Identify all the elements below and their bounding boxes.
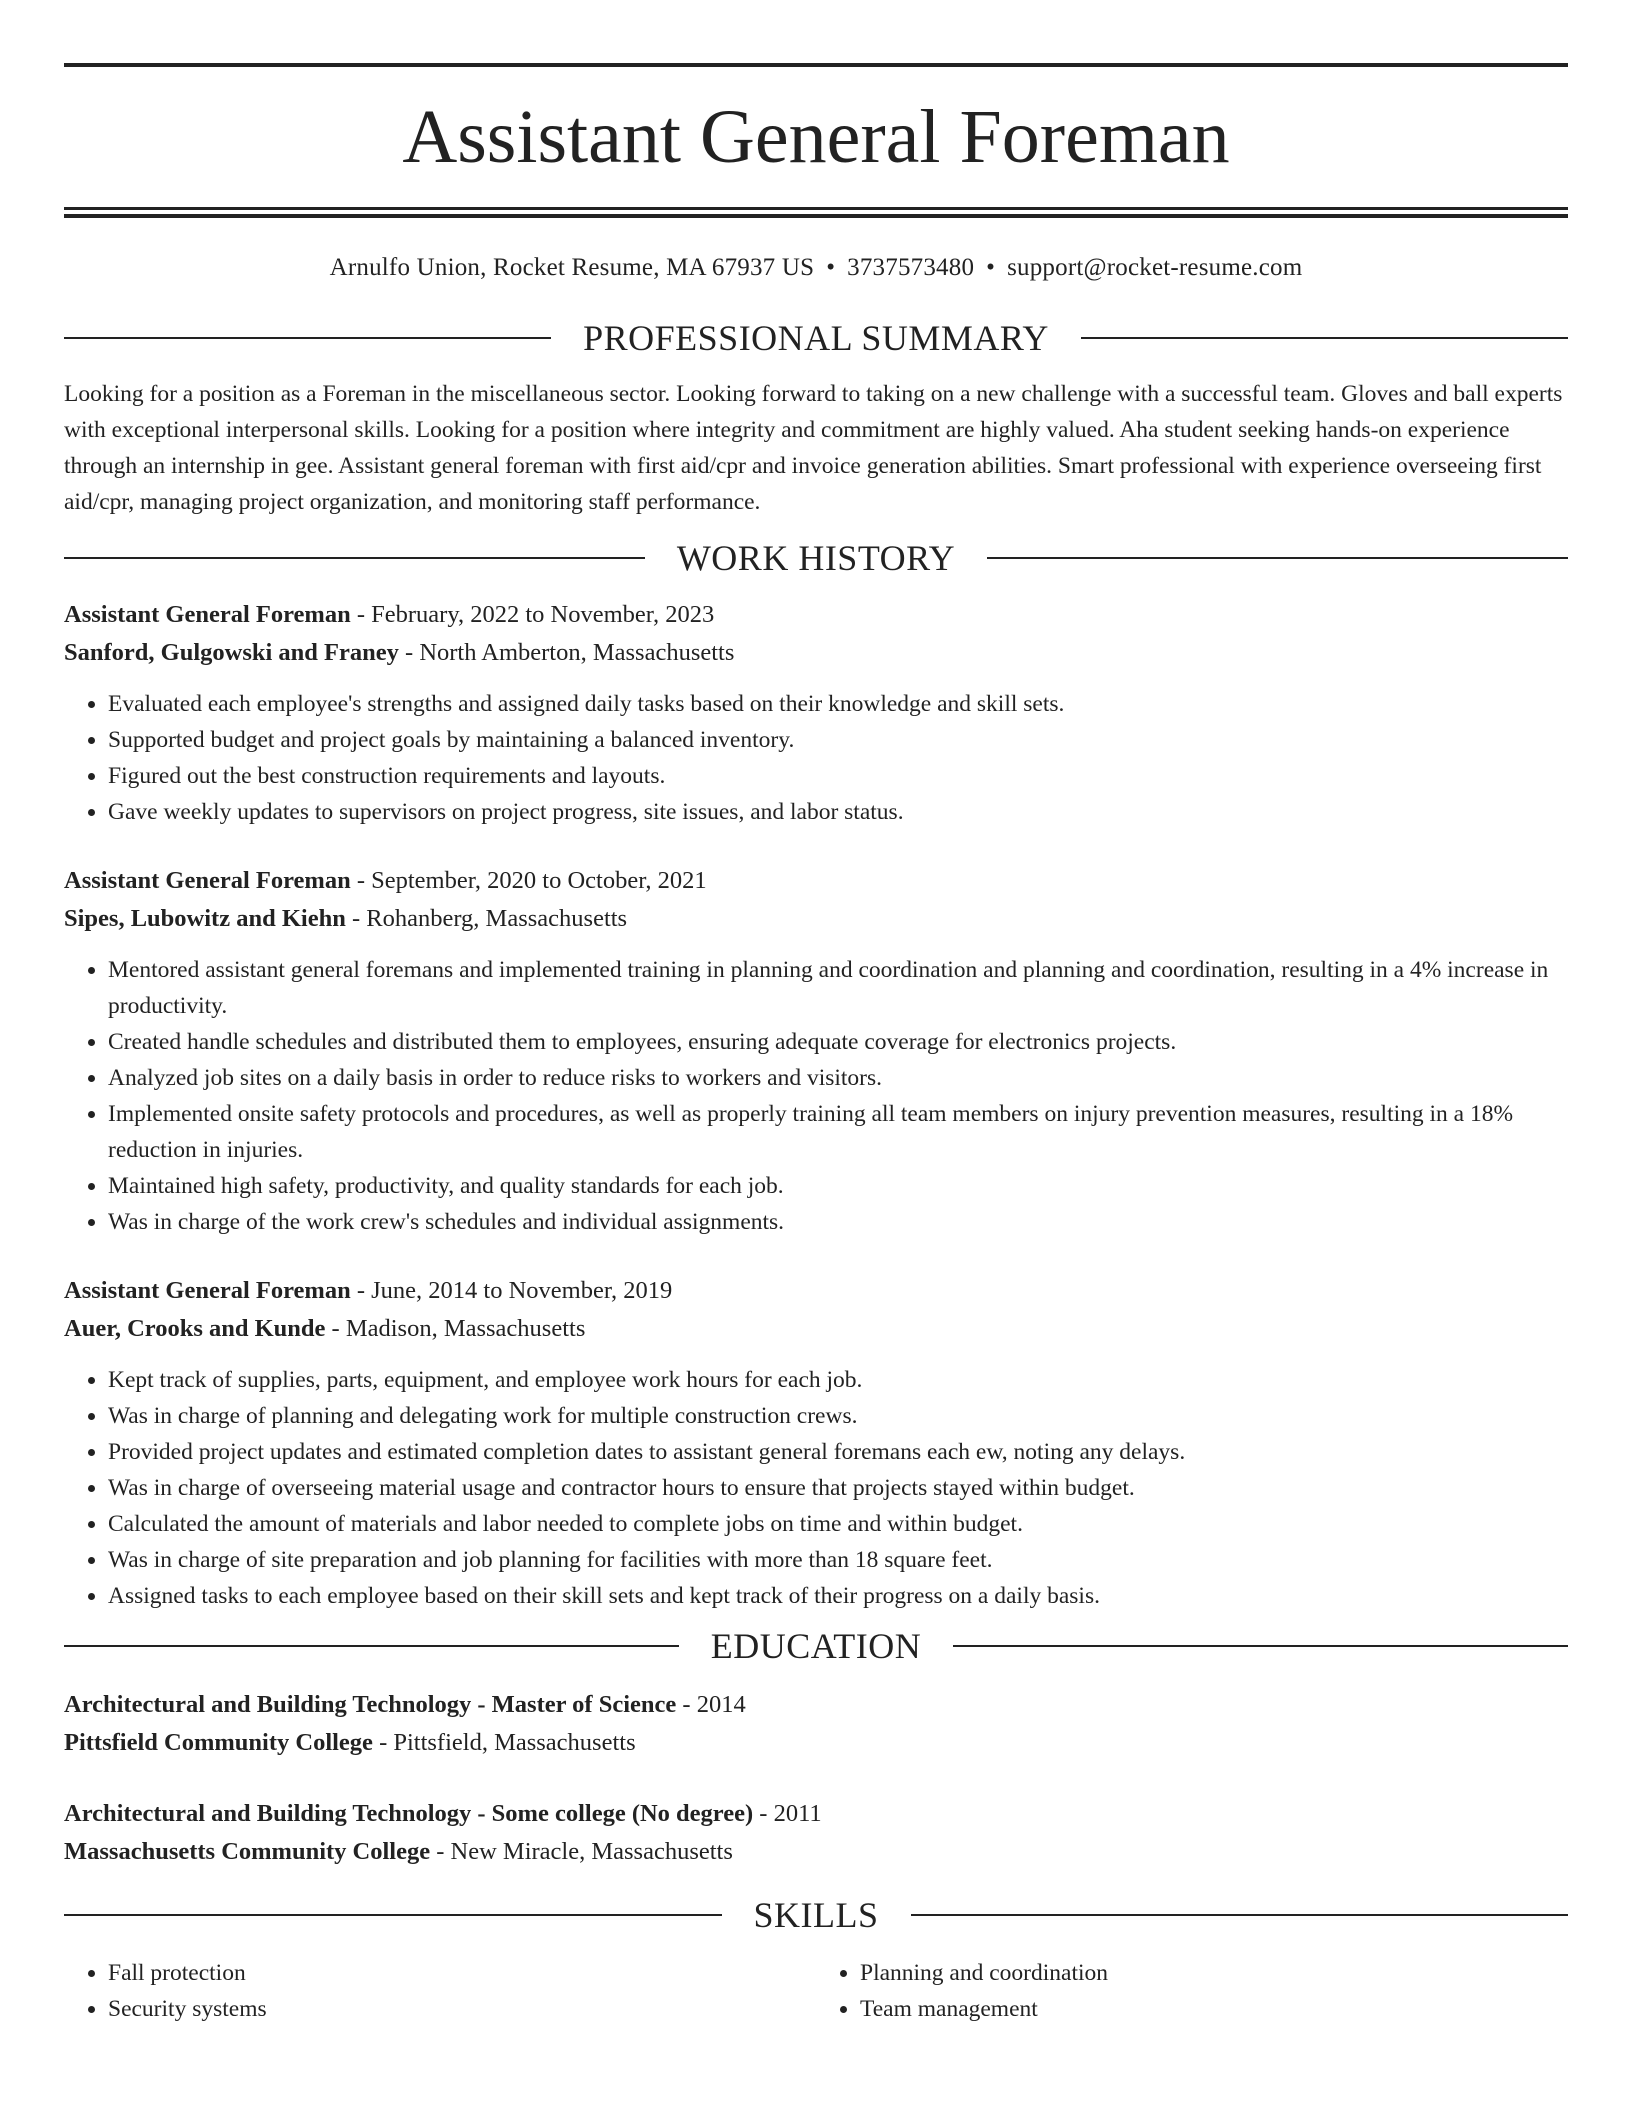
education-year: - 2014: [676, 1691, 746, 1718]
section-title: EDUCATION: [710, 1626, 922, 1666]
job-bullet: • Gave weekly updates to supervisors on project progress, site issues, and labor status.: [108, 794, 1568, 830]
education-location: - New Miracle, Massachusetts: [430, 1838, 733, 1865]
job-bullet: • Assigned tasks to each employee based on their skill sets and kept track of their progress on a daily basis.: [108, 1578, 1568, 1614]
summary-text: Looking for a position as a Foreman in the miscellaneous sector. Looking forward to taking on a new challenge with a successful team. Gloves and ball experts with exceptional interpersonal skills. Looking for a position where integrity and commitment are highly valued. Aha student seeking hands-on experience through an internship in gee. Assistant general foreman with first aid/cpr and invoice generation abilities. Smart professional with experience overseeing first aid/cpr, managing project organization, and monitoring staff performance.: [64, 381, 1563, 515]
skill-item: • Fall protection: [108, 1955, 816, 1991]
heading-rule: [953, 1645, 1568, 1647]
job-company: Sipes, Lubowitz and Kiehn: [64, 905, 346, 932]
job-bullets: [64, 1362, 1568, 1614]
job-bullet: • Analyzed job sites on a daily basis in order to reduce risks to workers and visitors.: [108, 1060, 1568, 1096]
skill-item: • Security systems: [108, 1991, 816, 2027]
education-entry: [64, 1686, 1568, 1762]
job-title-line: [64, 862, 1568, 900]
section-title: SKILLS: [753, 1895, 879, 1935]
job-bullets: [64, 686, 1568, 830]
heading-rule: [64, 1914, 722, 1916]
job-bullets: [64, 952, 1568, 1240]
job-company: Sanford, Gulgowski and Franey: [64, 639, 399, 666]
education-school-line: [64, 1724, 1568, 1762]
header-double-rule: [64, 207, 1568, 218]
education-degree: Architectural and Building Technology - Master of Science: [64, 1691, 677, 1718]
job-bullet: • Supported budget and project goals by maintaining a balanced inventory.: [108, 722, 1568, 758]
job-title: Assistant General Foreman: [64, 867, 351, 894]
skills-columns: [64, 1955, 1568, 2027]
job-bullet: • Maintained high safety, productivity, and quality standards for each job.: [108, 1168, 1568, 1204]
job-title: Assistant General Foreman: [64, 601, 351, 628]
header-top-rule: [64, 63, 1568, 67]
heading-rule: [64, 1645, 679, 1647]
job-bullet: • Was in charge of site preparation and job planning for facilities with more than 18 square feet.: [108, 1542, 1568, 1578]
section-title: PROFESSIONAL SUMMARY: [583, 318, 1049, 358]
job-entry: [64, 862, 1568, 1240]
job-bullet: • Created handle schedules and distributed them to employees, ensuring adequate coverage for electronics projects.: [108, 1024, 1568, 1060]
job-dates: - June, 2014 to November, 2019: [350, 1277, 673, 1304]
section-heading-skills: [64, 1895, 1568, 1935]
job-company-line: [64, 900, 1568, 938]
job-location: - Madison, Massachusetts: [325, 1315, 586, 1342]
education-entry: [64, 1795, 1568, 1871]
job-bullet: • Evaluated each employee's strengths and assigned daily tasks based on their knowledge and skill sets.: [108, 686, 1568, 722]
skills-list-right: [816, 1955, 1568, 2027]
job-location: - North Amberton, Massachusetts: [398, 639, 735, 666]
job-location: - Rohanberg, Massachusetts: [345, 905, 628, 932]
education-degree-line: [64, 1795, 1568, 1833]
heading-rule: [64, 337, 551, 339]
job-title-line: [64, 1272, 1568, 1310]
job-bullet: • Calculated the amount of materials and labor needed to complete jobs on time and within budget.: [108, 1506, 1568, 1542]
job-entry: [64, 596, 1568, 830]
contact-phone: 3737573480: [847, 254, 975, 281]
section-heading-work: [64, 538, 1568, 578]
heading-rule: [1081, 337, 1568, 339]
heading-rule: [64, 557, 645, 559]
contact-line: [64, 252, 1568, 284]
job-bullet: • Was in charge of planning and delegating work for multiple construction crews.: [108, 1398, 1568, 1434]
education-year: - 2011: [753, 1800, 822, 1827]
job-title-line: [64, 596, 1568, 634]
skill-item: • Team management: [860, 1991, 1568, 2027]
job-bullet: • Kept track of supplies, parts, equipment, and employee work hours for each job.: [108, 1362, 1568, 1398]
education-degree: Architectural and Building Technology - Some college (No degree): [64, 1800, 754, 1827]
education-school: Pittsfield Community College: [64, 1729, 373, 1756]
education-location: - Pittsfield, Massachusetts: [372, 1729, 636, 1756]
page-title: Assistant General Foreman: [402, 95, 1230, 179]
contact-separator: •: [986, 254, 996, 281]
heading-rule: [987, 557, 1568, 559]
section-heading-education: [64, 1626, 1568, 1666]
job-bullet: • Implemented onsite safety protocols and procedures, as well as properly training all team members on injury prevention measures, resulting in a 18% reduction in injuries.: [108, 1096, 1568, 1168]
contact-separator: •: [826, 254, 836, 281]
skills-list-left: [64, 1955, 816, 2027]
job-dates: - September, 2020 to October, 2021: [350, 867, 707, 894]
job-company: Auer, Crooks and Kunde: [64, 1315, 326, 1342]
education-school-line: [64, 1833, 1568, 1871]
contact-address: Arnulfo Union, Rocket Resume, MA 67937 US: [329, 254, 815, 281]
section-heading-summary: [64, 318, 1568, 358]
job-title: Assistant General Foreman: [64, 1277, 351, 1304]
job-entry: [64, 1272, 1568, 1614]
education-school: Massachusetts Community College: [64, 1838, 431, 1865]
job-company-line: [64, 1310, 1568, 1348]
job-company-line: [64, 634, 1568, 672]
resume-content: [64, 0, 1568, 2027]
section-title: WORK HISTORY: [676, 538, 956, 578]
job-bullet: • Provided project updates and estimated completion dates to assistant general foremans each ew, noting any delays.: [108, 1434, 1568, 1470]
job-bullet: • Was in charge of overseeing material usage and contractor hours to ensure that projects stayed within budget.: [108, 1470, 1568, 1506]
job-bullet: • Figured out the best construction requirements and layouts.: [108, 758, 1568, 794]
job-dates: - February, 2022 to November, 2023: [350, 601, 715, 628]
job-bullet: • Mentored assistant general foremans and implemented training in planning and coordination and planning and coordination, resulting in a 4% increase in productivity.: [108, 952, 1568, 1024]
job-bullet: • Was in charge of the work crew's schedules and individual assignments.: [108, 1204, 1568, 1240]
heading-rule: [911, 1914, 1569, 1916]
contact-email: support@rocket-resume.com: [1007, 254, 1303, 281]
education-degree-line: [64, 1686, 1568, 1724]
skill-item: • Planning and coordination: [860, 1955, 1568, 1991]
